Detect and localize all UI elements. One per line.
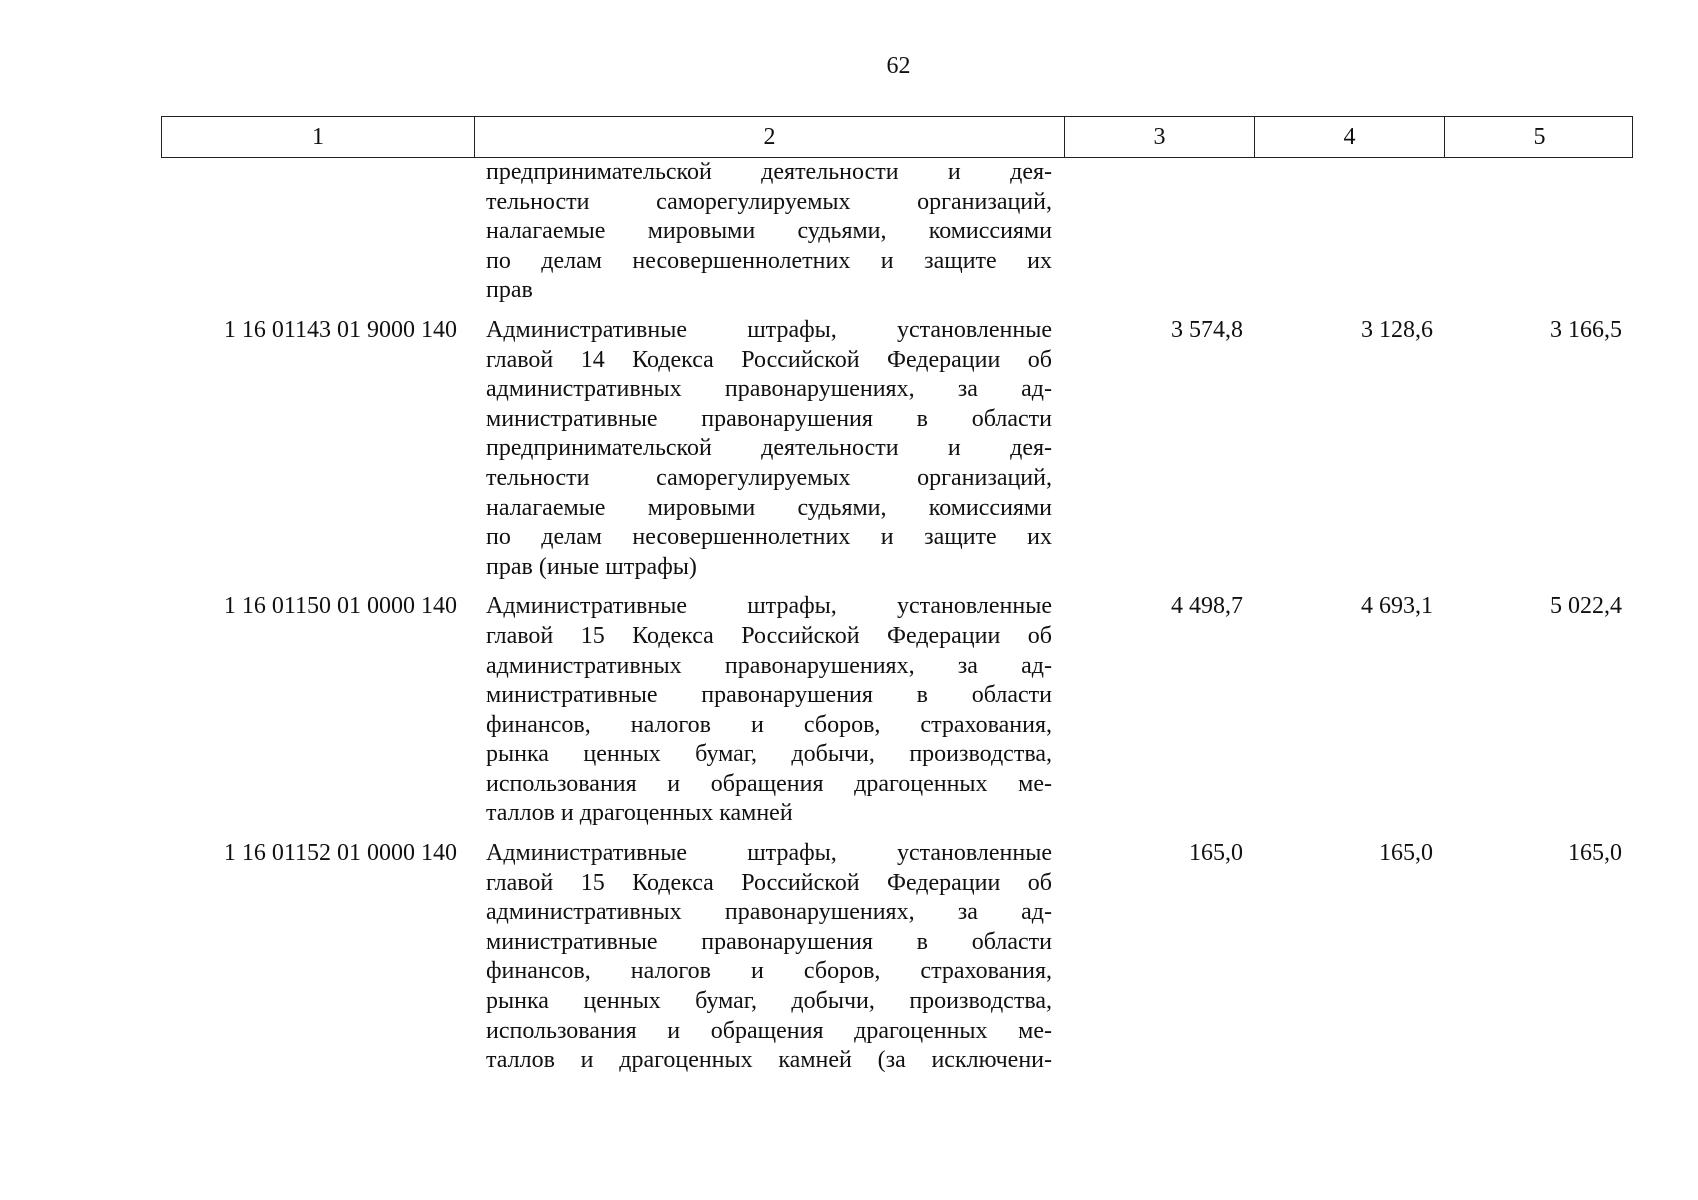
- amount-col-5: [1444, 158, 1633, 306]
- page-number: 62: [886, 53, 911, 79]
- description-line: финансов, налогов и сборов, страхования,: [486, 711, 1052, 738]
- row-gap: [161, 829, 1633, 839]
- description-line: главой 15 Кодекса Российской Федерации об: [486, 869, 1052, 896]
- description-line: тельности саморегулируемых организаций,: [486, 188, 1052, 215]
- description-line: административных правонарушениях, за ад-: [486, 652, 1052, 679]
- table-row: [161, 158, 1633, 306]
- revenue-description: [474, 316, 1064, 582]
- amount-col-5: 3 166,5: [1550, 316, 1622, 343]
- row-gap: [161, 582, 1633, 592]
- table-row: [161, 592, 1633, 829]
- description-line: Административные штрафы, установленные: [486, 840, 1052, 867]
- header-col-3: 3: [1065, 117, 1255, 157]
- description-line: использования и обращения драгоценных ме-: [486, 770, 1052, 797]
- amount-col-3: 165,0: [1189, 840, 1243, 867]
- description-line: по делам несовершеннолетних и защите их: [486, 524, 1052, 551]
- description-line: тельности саморегулируемых организаций,: [486, 464, 1052, 491]
- description-line: главой 14 Кодекса Российской Федерации об: [486, 346, 1052, 373]
- description-line: Административные штрафы, установленные: [486, 593, 1052, 620]
- amount-col-4: 3 128,6: [1361, 316, 1433, 343]
- description-line: главой 15 Кодекса Российской Федерации об: [486, 622, 1052, 649]
- row-gap: [161, 306, 1633, 316]
- header-col-1: 1: [162, 117, 475, 157]
- description-line: рынка ценных бумаг, добычи, производства,: [486, 988, 1052, 1015]
- description-line: министративные правонарушения в области: [486, 405, 1052, 432]
- description-line: налагаемые мировыми судьями, комиссиями: [486, 494, 1052, 521]
- description-line: предпринимательской деятельности и дея-: [486, 435, 1052, 462]
- revenue-table: [161, 116, 1633, 1076]
- description-line: финансов, налогов и сборов, страхования,: [486, 958, 1052, 985]
- budget-code: 1 16 01152 01 0000 140: [223, 840, 457, 867]
- table-row: [161, 316, 1633, 582]
- header-col-2: 2: [475, 117, 1065, 157]
- table-row: [161, 839, 1633, 1076]
- revenue-description: [474, 158, 1064, 306]
- table-body: [161, 158, 1633, 1076]
- amount-col-4: 4 693,1: [1361, 593, 1433, 620]
- description-line: использования и обращения драгоценных ме-: [486, 1017, 1052, 1044]
- description-line: Административные штрафы, установленные: [486, 316, 1052, 343]
- description-line: таллов и драгоценных камней: [486, 800, 793, 827]
- header-col-5: 5: [1533, 123, 1546, 150]
- header-col-4: 4: [1255, 117, 1445, 157]
- description-line: министративные правонарушения в области: [486, 682, 1052, 709]
- description-line: рынка ценных бумаг, добычи, производства,: [486, 741, 1052, 768]
- amount-col-4: 165,0: [1379, 840, 1433, 867]
- description-line: предпринимательской деятельности и дея-: [486, 159, 1052, 185]
- budget-code: 1 16 01150 01 0000 140: [223, 593, 457, 620]
- description-line: административных правонарушениях, за ад-: [486, 899, 1052, 926]
- description-line: административных правонарушениях, за ад-: [486, 376, 1052, 403]
- amount-col-5: 5 022,4: [1550, 593, 1622, 620]
- revenue-description: [474, 592, 1064, 829]
- amount-col-3: [1064, 158, 1254, 306]
- description-line: прав: [486, 277, 533, 304]
- budget-code: [161, 158, 474, 306]
- amount-col-3: 3 574,8: [1171, 316, 1243, 343]
- description-line: министративные правонарушения в области: [486, 928, 1052, 955]
- amount-col-5: 165,0: [1568, 840, 1622, 867]
- description-line: налагаемые мировыми судьями, комиссиями: [486, 218, 1052, 245]
- amount-col-3: 4 498,7: [1171, 593, 1243, 620]
- revenue-description: [474, 839, 1064, 1076]
- amount-col-4: [1254, 158, 1444, 306]
- description-line: по делам несовершеннолетних и защите их: [486, 247, 1052, 274]
- description-line: прав (иные штрафы): [486, 553, 697, 580]
- table-header: [161, 116, 1633, 158]
- description-line: таллов и драгоценных камней (за исключени-: [486, 1047, 1052, 1074]
- budget-code: 1 16 01143 01 9000 140: [223, 316, 457, 343]
